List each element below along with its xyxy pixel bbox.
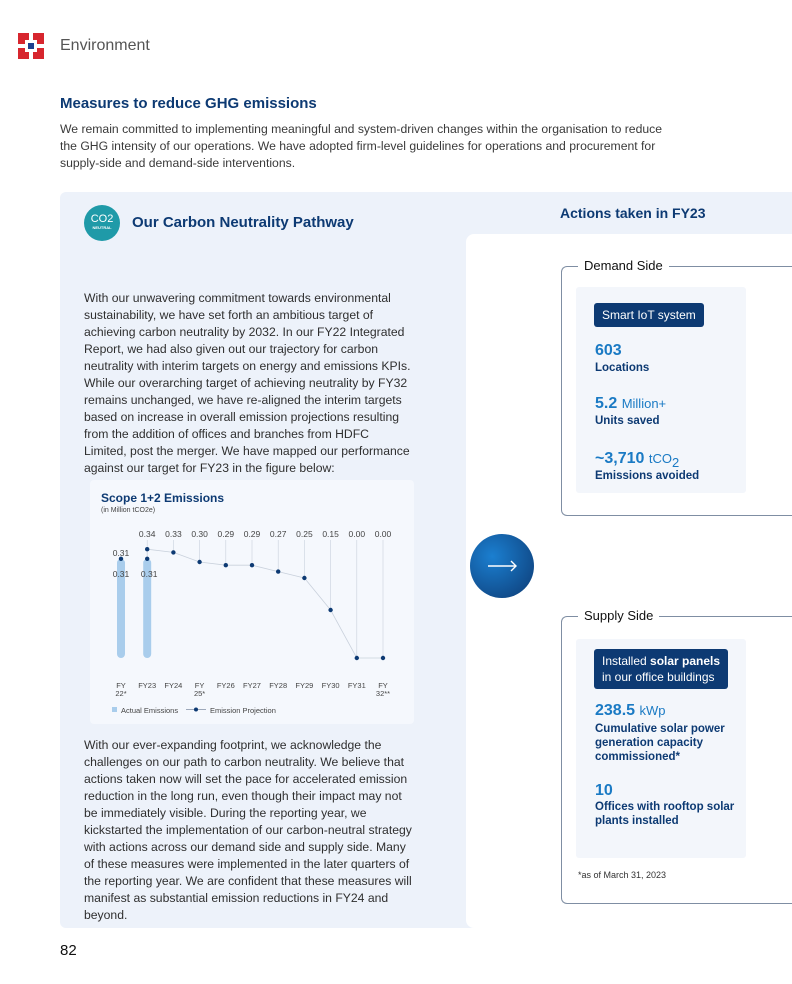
supply-side-label: Supply Side xyxy=(578,608,659,623)
x-tick-label: FY26 xyxy=(216,681,235,690)
actual-label: 0.31 xyxy=(112,569,130,579)
chart-plot xyxy=(90,480,414,724)
page-number: 82 xyxy=(60,942,77,959)
demand-stats-card xyxy=(576,287,746,493)
solar-panels-pill: Installed solar panels in our office buildings xyxy=(594,649,728,689)
chart-unit-label: (in Million tCO2e) xyxy=(101,507,156,514)
projection-point xyxy=(276,569,280,573)
projection-point xyxy=(250,563,254,567)
projection-point xyxy=(171,550,175,554)
chart-title: Scope 1+2 Emissions xyxy=(101,491,225,505)
challenges-paragraph: With our ever-expanding footprint, we acknowledge the challenges on our path to carbon neutrality. We believe that actions taken now will set the pace for accelerated emission reduction in the long run, even though their impact may not be immediately visible. During the reporting year, we kickstarted the implementation of our carbon-neutral strategy with actions across our demand side and supply side. Many of these measures were implemented in the later quarters of the reporting year. We are confident that these measures will manifest as substantial emission reductions in FY24 and beyond. xyxy=(84,738,412,922)
projection-point xyxy=(197,560,201,564)
legend-projection-label: Emission Projection xyxy=(210,706,276,715)
legend-actual-label: Actual Emissions xyxy=(121,706,179,715)
units-saved-label: Units saved xyxy=(595,415,660,427)
legend-actual-swatch xyxy=(112,707,117,712)
brand-logo xyxy=(18,33,44,59)
x-tick-label: FY29 xyxy=(295,681,314,690)
locations-label: Locations xyxy=(595,362,650,374)
x-tick-label: FY xyxy=(378,681,388,690)
intro-paragraph: We remain committed to implementing meaningful and system-driven changes within the organisation to reduce the GHG intensity of our operations. We have adopted firm-level guidelines for operations and procurement for supply-side and demand-side interventions. xyxy=(60,122,663,170)
x-tick-label: FY xyxy=(116,681,126,690)
projection-label: 0.00 xyxy=(348,529,366,539)
page-heading: Measures to reduce GHG emissions xyxy=(60,95,317,112)
x-tick-label: FY27 xyxy=(243,681,261,690)
projection-label: 0.29 xyxy=(217,529,235,539)
projection-line xyxy=(147,549,383,658)
projection-label: 0.27 xyxy=(269,529,287,539)
x-tick-label: FY xyxy=(194,681,205,690)
solar-capacity-value: 238.5 kWp xyxy=(595,702,666,719)
projection-point xyxy=(302,576,306,580)
projection-label: 0.29 xyxy=(243,529,261,539)
projection-label: 0.25 xyxy=(296,529,313,539)
x-tick-label: 25* xyxy=(193,689,206,698)
x-tick-label: 32** xyxy=(375,689,391,698)
units-saved-value: 5.2 Million+ xyxy=(595,395,667,412)
rooftop-offices-label: Offices with rooftop solar plants installed xyxy=(595,801,735,827)
projection-label: 0.00 xyxy=(374,529,392,539)
actual-label: 0.31 xyxy=(140,569,158,579)
projection-point xyxy=(328,608,332,612)
x-tick-label: FY31 xyxy=(347,681,366,690)
arrow-right-icon xyxy=(470,534,534,598)
legend-projection-swatch xyxy=(194,708,198,712)
footnote: *as of March 31, 2023 xyxy=(578,870,667,880)
rooftop-offices-value: 10 xyxy=(595,782,613,799)
projection-point xyxy=(145,547,149,551)
projection-label: 0.33 xyxy=(165,529,182,539)
emissions-avoided-label: Emissions avoided xyxy=(595,470,700,482)
x-tick-label: FY24 xyxy=(164,681,183,690)
projection-point xyxy=(381,656,385,660)
emissions-avoided-value: ~3,710 tCO$_2$ xyxy=(595,450,680,471)
solar-capacity-label: Cumulative solar power generation capacity commissioned* xyxy=(595,723,725,763)
smart-iot-pill: Smart IoT system xyxy=(594,303,704,327)
projection-label: 0.31 xyxy=(112,548,130,558)
x-tick-label: FY30 xyxy=(321,681,340,690)
x-tick-label: 22* xyxy=(115,689,127,698)
supply-stats-card xyxy=(576,639,746,858)
emissions-chart xyxy=(90,480,414,724)
actions-title: Actions taken in FY23 xyxy=(560,205,706,221)
x-tick-label: FY28 xyxy=(269,681,288,690)
projection-point xyxy=(355,656,359,660)
projection-point xyxy=(145,557,149,561)
demand-side-label: Demand Side xyxy=(578,258,669,273)
projection-label: 0.15 xyxy=(322,529,339,539)
projection-point xyxy=(224,563,228,567)
projection-label: 0.30 xyxy=(191,529,208,539)
section-label: Environment xyxy=(60,37,150,54)
projection-label: 0.34 xyxy=(138,529,156,539)
x-tick-label: FY23 xyxy=(138,681,157,690)
pathway-paragraph: With our unwavering commitment towards environmental sustainability, we have set forth an ambitious target of achieving carbon neutrality by 2032. In our FY22 Integrated Report, we had also given out our trajectory for carbon neutrality with interim targets on energy and emissions KPIs. While our overarching target of achieving neutrality by FY32 remains unchanged, we have re-aligned the interim targets based on increase in overall emission projections resulting from the addition of offices and branches from HDFC Limited, post the merger. We have mapped our performance against our target for FY23 in the figure below: xyxy=(84,291,411,475)
panel-title: Our Carbon Neutrality Pathway xyxy=(132,214,354,231)
co2-neutral-icon: CO2 NEUTRAL xyxy=(84,205,120,241)
locations-value: 603 xyxy=(595,342,622,359)
